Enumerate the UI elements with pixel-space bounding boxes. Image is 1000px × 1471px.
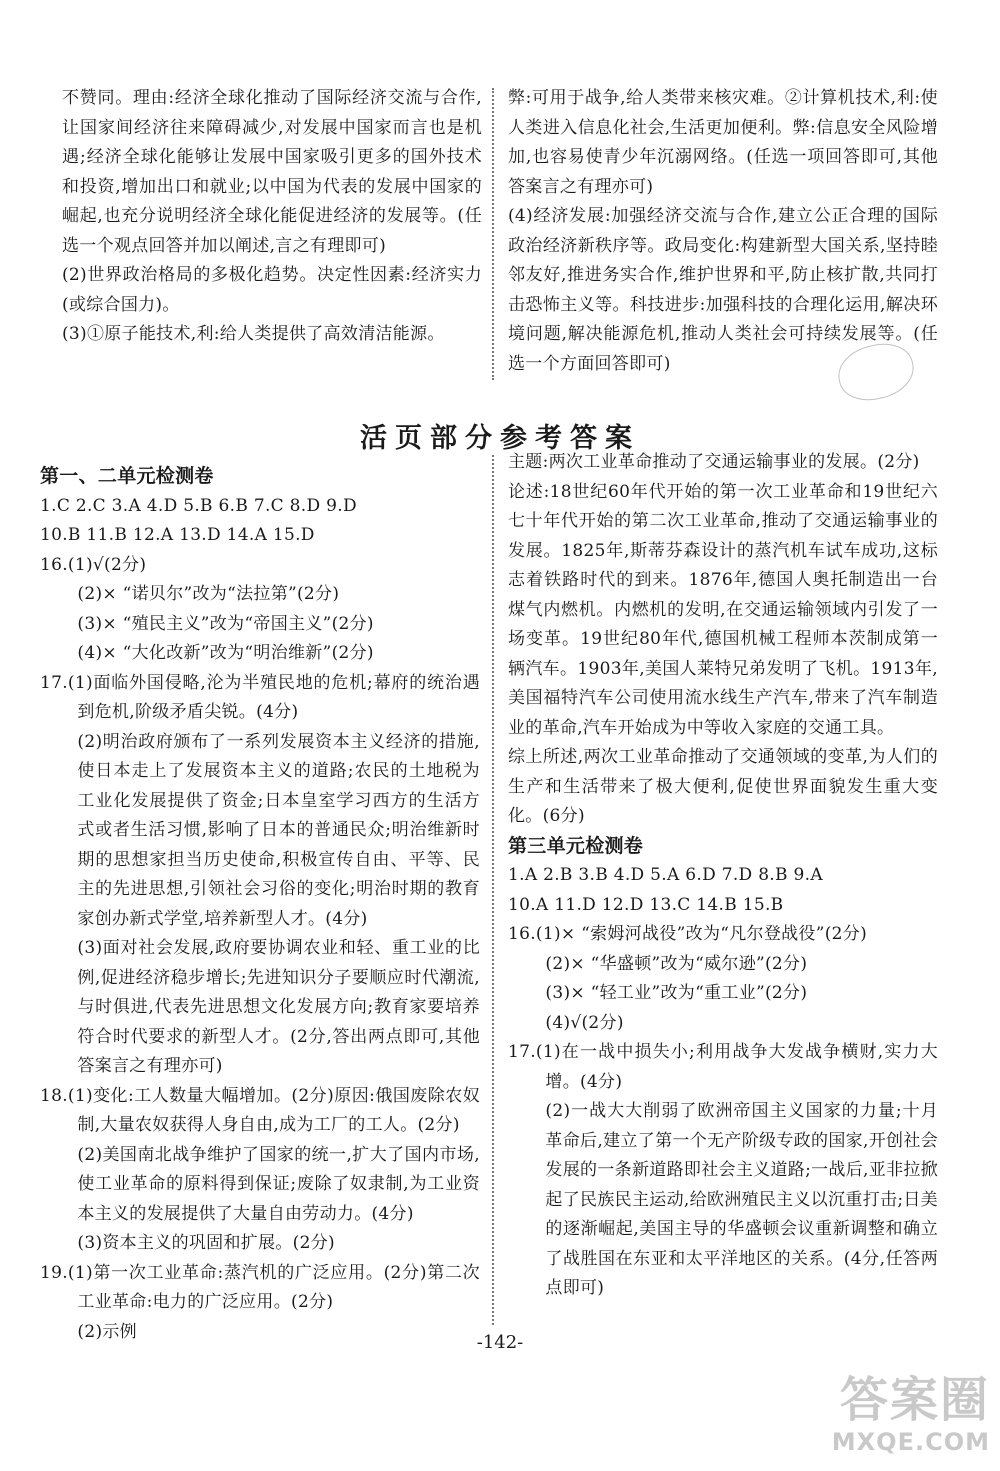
watermark-logo: 答案圈 <box>839 1372 990 1428</box>
answer-paragraph: (2)世界政治格局的多极化趋势。决定性因素:经济实力(或综合国力)。 <box>62 265 482 315</box>
watermark <box>790 1372 990 1456</box>
top-right-column <box>508 84 938 379</box>
page-title: 活页部分参考答案 <box>360 423 640 454</box>
section-title: 第三单元检测卷 <box>508 834 644 857</box>
question-16: 16.(1)√(2分) <box>40 554 147 575</box>
question-16: 16.(1)× “索姆河战役”改为“凡尔登战役”(2分) <box>508 924 868 944</box>
answer-paragraph: (3)①原子能技术,利:给人类提供了高效清洁能源。 <box>62 324 445 344</box>
question-17-item: (2)明治政府颁布了一系列发展资本主义经济的措施,使日本走上了发展资本主义的道路;农民的土地税为工业化发展提供了资金;日本皇室学习西方的生活方式或者生活习惯,影响了日本的普通民众;明治维新时期的思想家担当历史使命,积极宣传自由、平等、民主的先进思想,引领社会习俗的变化;明治时期的教育家创办新式学堂,培养新型人才。(4分) <box>77 731 480 929</box>
essay-paragraph: 主题:两次工业革命推动了交通运输事业的发展。(2分) <box>508 452 920 472</box>
question-16-item: (4)√(2分) <box>545 1012 624 1033</box>
choice-answers: 1.C 2.C 3.A 4.D 5.B 6.B 7.C 8.D 9.D <box>40 495 357 516</box>
question-17-item: (2)一战大大削弱了欧洲帝国主义国家的力量;十月革命后,建立了第一个无产阶级专政的国家,开创社会发展的一条新道路即社会主义道路;一战后,亚非拉掀起了民族民主运动,给欧洲殖民主义以沉重打击;日美的逐渐崛起,美国主导的华盛顿会议重新调整和确立了战胜国在东亚和太平洋地区的关系。(4分,任答两点即可) <box>545 1101 938 1298</box>
question-17: 17.(1)在一战中损失小;利用战争大发战争横财,实力大增。(4分) <box>508 1042 938 1092</box>
choice-answers: 10.B 11.B 12.A 13.D 14.A 15.D <box>40 525 315 545</box>
unit-1-2-answers <box>40 462 480 1347</box>
question-18-item: (2)美国南北战争维护了国家的统一,扩大了国内市场,使工业革命的原料得到保证;废除了奴隶制,为工业资本主义的发展提供了大量自由劳动力。(4分) <box>77 1144 480 1224</box>
answer-paragraph: 弊:可用于战争,给人类带来核灾难。②计算机技术,利:使人类进入信息化社会,生活更加便利。弊:信息安全风险增加,也容易使青少年沉溺网络。(任选一项回答即可,其他答案言之有理亦可) <box>508 88 938 197</box>
question-16-item: (3)× “轻工业”改为“重工业”(2分) <box>545 983 808 1003</box>
question-17-item: (3)面对社会发展,政府要协调农业和轻、重工业的比例,促进经济稳步增长;先进知识分子要顺应时代潮流,与时俱进,代表先进思想文化发展方向;教育家要培养符合时代要求的新型人才。(2分,答出两点即可,其他答案言之有理亦可) <box>77 938 480 1076</box>
question-16-item: (3)× “殖民主义”改为“帝国主义”(2分) <box>77 613 374 634</box>
question-18-item: (3)资本主义的巩固和扩展。(2分) <box>77 1233 335 1253</box>
section-title: 第一、二单元检测卷 <box>40 465 214 487</box>
page-number: -142- <box>476 1332 524 1353</box>
question-16-item: (2)× “华盛顿”改为“威尔逊”(2分) <box>545 953 808 974</box>
question-18: 18.(1)变化:工人数量大幅增加。(2分)原因:俄国废除农奴制,大量农奴获得人身自由,成为工厂的工人。(2分) <box>40 1085 480 1135</box>
answer-paragraph: (4)经济发展:加强经济交流与合作,建立公正合理的国际政治经济新秩序等。政局变化:构建新型大国关系,坚持睦邻友好,推进务实合作,维护世界和平,防止核扩散,共同打击恐怖主义等。科技进步:加强科技的合理化运用,解决环境问题,解决能源危机,推动人类社会可持续发展等。(任选一个方面回答即可) <box>508 206 938 374</box>
column-divider-bottom <box>492 455 494 1325</box>
column-divider-top <box>492 88 494 380</box>
question-17: 17.(1)面临外国侵略,沦为半殖民地的危机;幕府的统治遇到危机,阶级矛盾尖锐。(4分) <box>40 672 480 722</box>
question-19-item: (2)示例 <box>77 1321 137 1342</box>
choice-answers: 10.A 11.D 12.D 13.C 14.B 15.B <box>508 894 784 915</box>
right-answers-column <box>508 448 938 1304</box>
question-16-item: (4)× “大化改新”改为“明治维新”(2分) <box>77 643 374 663</box>
question-16-item: (2)× “诺贝尔”改为“法拉第”(2分) <box>77 584 340 604</box>
choice-answers: 1.A 2.B 3.B 4.D 5.A 6.D 7.D 8.B 9.A <box>508 865 823 885</box>
question-19: 19.(1)第一次工业革命:蒸汽机的广泛应用。(2分)第二次工业革命:电力的广泛应用。(2分) <box>40 1262 480 1312</box>
answer-paragraph: 不赞同。理由:经济全球化推动了国际经济交流与合作,让国家间经济往来障碍减少,对发展中国家而言也是机遇;经济全球化能够让发展中国家吸引更多的国外技术和投资,增加出口和就业;以中国为代表的发展中国家的崛起,也充分说明经济全球化能促进经济的发展等。(任选一个观点回答并加以阐述,言之有理即可) <box>62 88 482 256</box>
essay-paragraph: 综上所述,两次工业革命推动了交通领域的变革,为人们的生产和生活带来了极大便利,促使世界面貌发生重大变化。(6分) <box>508 747 938 826</box>
watermark-url: MXQE.COM <box>831 1428 990 1456</box>
essay-paragraph: 论述:18世纪60年代开始的第一次工业革命和19世纪六七十年代开始的第二次工业革命,推动了交通运输事业的发展。1825年,斯蒂芬森设计的蒸汽机车试车成功,这标志着铁路时代的到来。1876年,德国人奥托制造出一台煤气内燃机。内燃机的发明,在交通运输领域内引发了一场变革。19世纪80年代,德国机械工程师本茨制成第一辆汽车。1903年,美国人莱特兄弟发明了飞机。1913年,美国福特汽车公司使用流水线生产汽车,带来了汽车制造业的革命,汽车开始成为中等收入家庭的交通工具。 <box>508 481 938 738</box>
top-left-column <box>62 84 482 350</box>
